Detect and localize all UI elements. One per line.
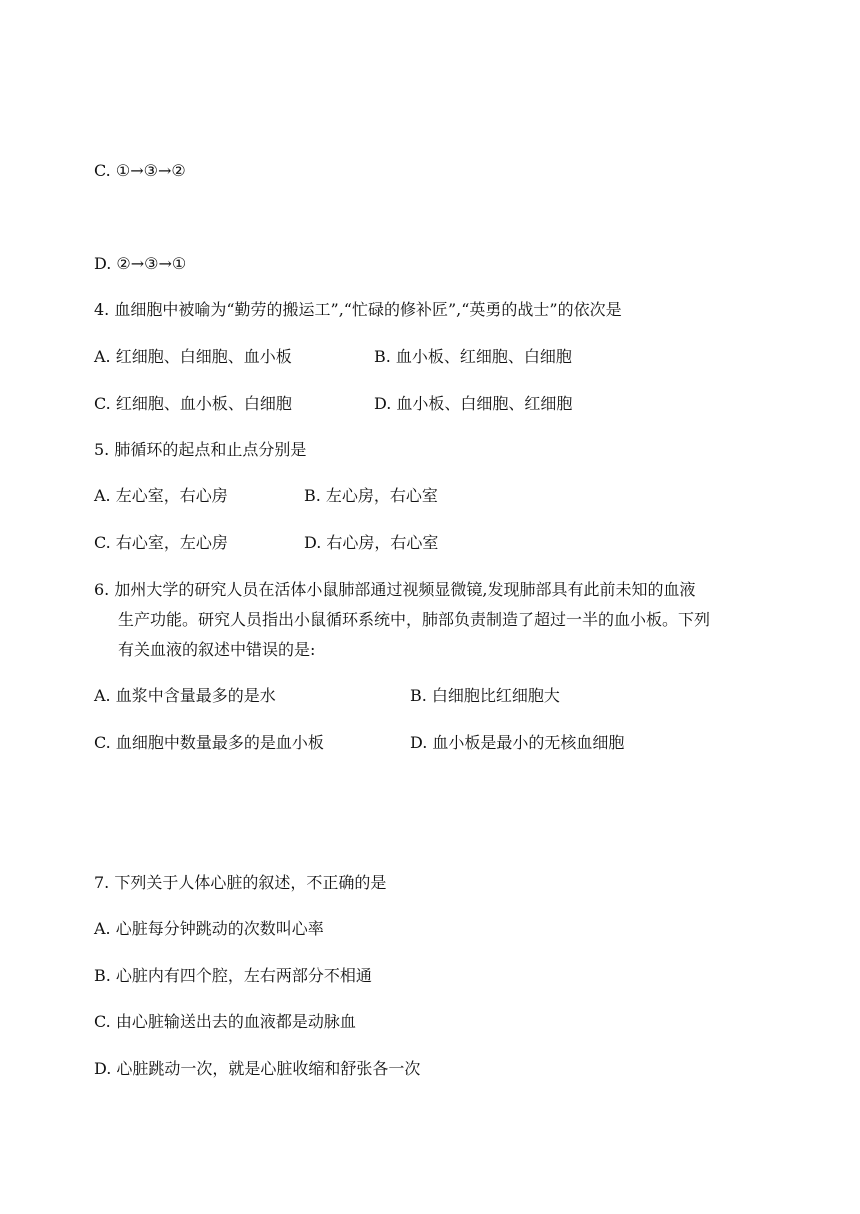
- q5-option-b: B. 左心房，右心室: [304, 486, 438, 505]
- q4-option-a: A. 红细胞、白细胞、血小板: [94, 347, 292, 366]
- q4-option-b: B. 血小板、红细胞、白细胞: [374, 347, 572, 366]
- q6-option-d: D. 血小板是最小的无核血细胞: [410, 733, 625, 752]
- q5-option-c: C. 右心室，左心房: [94, 533, 228, 552]
- q4-stem: 4. 血细胞中被喻为“勤劳的搬运工”,“忙碌的修补匠”,“英勇的战士”的依次是: [94, 300, 622, 319]
- q6-option-c: C. 血细胞中数量最多的是血小板: [94, 733, 324, 752]
- q4-option-d: D. 血小板、白细胞、红细胞: [374, 394, 573, 413]
- q3-option-d: D. ②→③→①: [94, 254, 187, 273]
- q5-option-a: A. 左心室，右心房: [94, 486, 228, 505]
- q6-stem-line-1: 6. 加州大学的研究人员在活体小鼠肺部通过视频显微镜,发现肺部具有此前未知的血液: [94, 580, 696, 599]
- q7-stem: 7. 下列关于人体心脏的叙述，不正确的是: [94, 873, 387, 892]
- q6-option-a: A. 血浆中含量最多的是水: [94, 686, 276, 705]
- q6-option-b: B. 白细胞比红细胞大: [410, 686, 560, 705]
- q5-option-d: D. 右心房，右心室: [304, 533, 439, 552]
- q4-option-c: C. 红细胞、血小板、白细胞: [94, 394, 292, 413]
- q5-stem: 5. 肺循环的起点和止点分别是: [94, 440, 307, 459]
- q3-option-c: C. ①→③→②: [94, 161, 186, 180]
- q7-option-a: A. 心脏每分钟跳动的次数叫心率: [94, 919, 324, 938]
- q7-option-c: C. 由心脏输送出去的血液都是动脉血: [94, 1012, 356, 1031]
- q7-option-d: D. 心脏跳动一次，就是心脏收缩和舒张各一次: [94, 1059, 421, 1078]
- q7-option-b: B. 心脏内有四个腔，左右两部分不相通: [94, 966, 372, 985]
- q6-stem-line-2: 生产功能。研究人员指出小鼠循环系统中，肺部负责制造了超过一半的血小板。下列: [118, 610, 711, 629]
- q6-stem-line-3: 有关血液的叙述中错误的是:: [118, 640, 316, 659]
